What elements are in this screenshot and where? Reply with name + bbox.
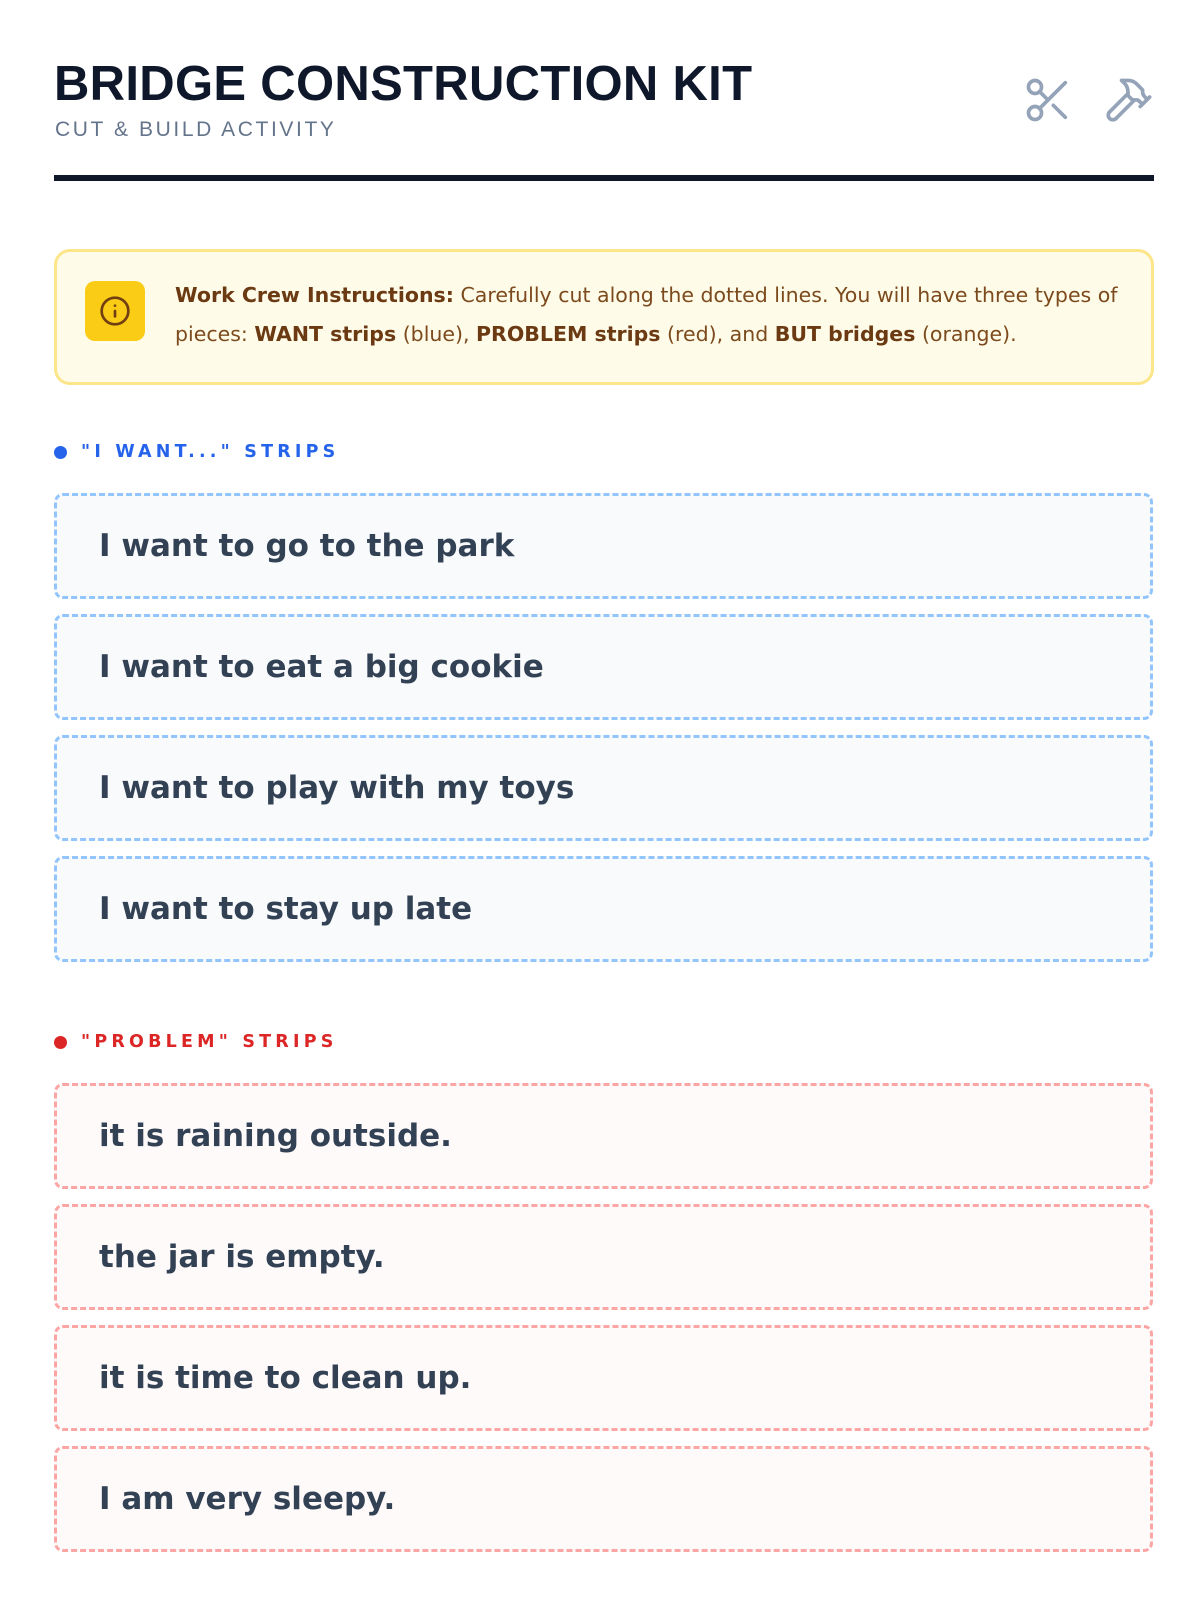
problem-strip[interactable]: the jar is empty. xyxy=(54,1204,1153,1310)
instructions-text-part: (orange). xyxy=(915,322,1017,346)
want-section-label: "I WANT..." STRIPS xyxy=(81,442,340,462)
instructions-text xyxy=(175,276,1125,354)
but-term: BUT bridges xyxy=(774,322,916,346)
want-strip[interactable]: I want to stay up late xyxy=(54,856,1153,962)
want-strip[interactable]: I want to play with my toys xyxy=(54,735,1153,841)
want-section-heading xyxy=(54,440,339,464)
page-title: BRIDGE CONSTRUCTION KIT xyxy=(54,57,753,111)
problem-strip[interactable]: it is raining outside. xyxy=(54,1083,1153,1189)
info-icon xyxy=(85,281,145,341)
want-bullet-dot xyxy=(54,446,67,459)
hammer-icon xyxy=(1102,74,1154,126)
page-header xyxy=(54,52,1154,152)
problem-term: PROBLEM strips xyxy=(476,322,661,346)
problem-section-heading xyxy=(54,1030,338,1054)
scissors-icon xyxy=(1022,74,1074,126)
instructions-text-part: Carefully cut along the dotted lines. You will have three types of pieces: xyxy=(175,283,1118,346)
want-strips-list xyxy=(54,493,1153,977)
want-term: WANT strips xyxy=(254,322,397,346)
instructions-text-part: (red), and xyxy=(660,322,775,346)
problem-strips-list xyxy=(54,1083,1153,1567)
header-divider xyxy=(54,175,1154,181)
want-strip[interactable]: I want to go to the park xyxy=(54,493,1153,599)
problem-section-label: "PROBLEM" STRIPS xyxy=(81,1032,338,1052)
problem-bullet-dot xyxy=(54,1036,67,1049)
instructions-callout xyxy=(54,249,1154,385)
page-subtitle: CUT & BUILD ACTIVITY xyxy=(55,118,337,141)
instructions-text-part: (blue), xyxy=(396,322,477,346)
problem-strip[interactable]: I am very sleepy. xyxy=(54,1446,1153,1552)
instructions-lead: Work Crew Instructions: xyxy=(175,283,454,307)
problem-strip[interactable]: it is time to clean up. xyxy=(54,1325,1153,1431)
want-strip[interactable]: I want to eat a big cookie xyxy=(54,614,1153,720)
